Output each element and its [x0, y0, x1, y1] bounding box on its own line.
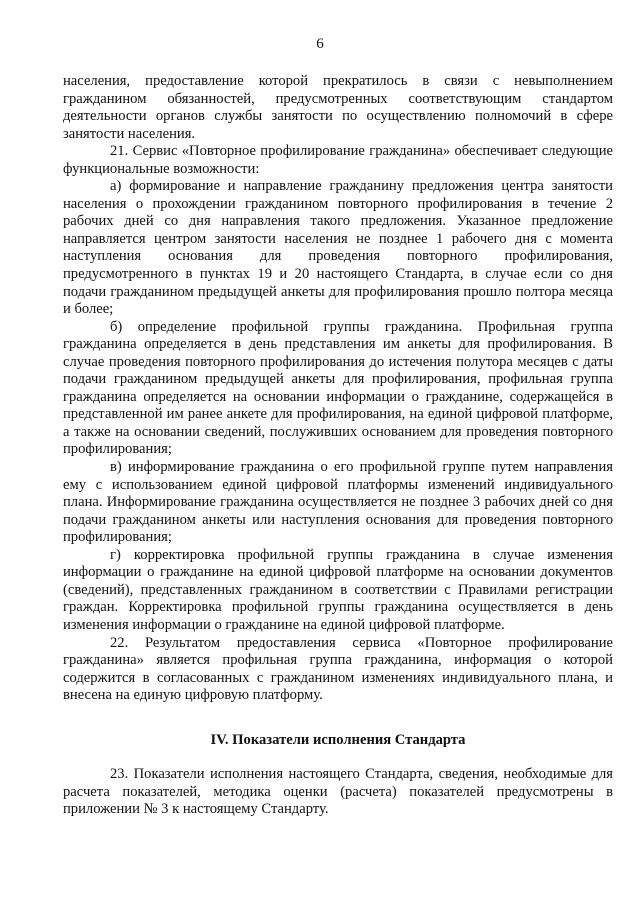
section-heading: IV. Показатели исполнения Стандарта [210, 732, 466, 748]
paragraph-continuation: населения, предоставление которой прекратилось в связи с невыполнением гражданином обязанностей, предусмотренных соответствующим стандартом деятельности органов службы занятости по осуществлению полномочий в сфере занятости населения. [63, 73, 613, 142]
page-number: 6 [316, 36, 324, 52]
paragraph-22: 22. Результатом предоставления сервиса «Повторное профилирование гражданина» является профильная группа гражданина, информация о которой содержится в согласованных с гражданином изменениях индивидуального плана, и внесена на единую цифровую платформу. [63, 634, 613, 704]
paragraph-21: 21. Сервис «Повторное профилирование гражданина» обеспечивает следующие функциональные возможности: [63, 143, 613, 177]
paragraph-21-a: а) формирование и направление гражданину предложения центра занятости населения о прохождении гражданином повторного профилирования в течение 2 рабочих дней со дня направления такого предложения. Указанное предложение направляется центром занятости населения не позднее 1 рабочего дня с момента наступления основания для проведения повторного профилирования, предусмотренного в пунктах 19 и 20 настоящего Стандарта, в случае если со дня подачи гражданином предыдущей анкеты для профилирования прошло полтора месяца и более; [63, 178, 613, 318]
paragraph-21-g: г) корректировка профильной группы гражданина в случае изменения информации о гражданине на единой цифровой платформе на основании документов (сведений), представленных гражданином в соответствии с Правилами регистрации граждан. Корректировка профильной группы гражданина осуществляется в день изменения информации о гражданине на единой цифровой платформе. [63, 546, 613, 633]
paragraph-21-v: в) информирование гражданина о его профильной группе путем направления ему с использованием единой цифровой платформы изменений индивидуального плана. Информирование гражданина осуществляется не позднее 3 рабочих дней со дня подачи гражданином анкеты или наступления основания для проведения повторного профилирования; [63, 459, 613, 546]
paragraph-23: 23. Показатели исполнения настоящего Стандарта, сведения, необходимые для расчета показателей, методика оценки (расчета) показателей предусмотрены в приложении № 3 к настоящему Стандарту. [63, 766, 613, 818]
paragraph-21-b: б) определение профильной группы гражданина. Профильная группа гражданина определяется в день представления им анкеты для профилирования. В случае проведения повторного профилирования до истечения полутора месяцев с даты подачи гражданином предыдущей анкеты для профилирования, профильная группа гражданина определяется на основании информации о гражданине, содержащейся в представленной им ранее анкете для профилирования, на единой цифровой платформе, а также на основании сведений, послуживших основанием для проведения повторного профилирования; [63, 318, 613, 458]
section-body [63, 766, 613, 819]
document-body [63, 73, 613, 705]
